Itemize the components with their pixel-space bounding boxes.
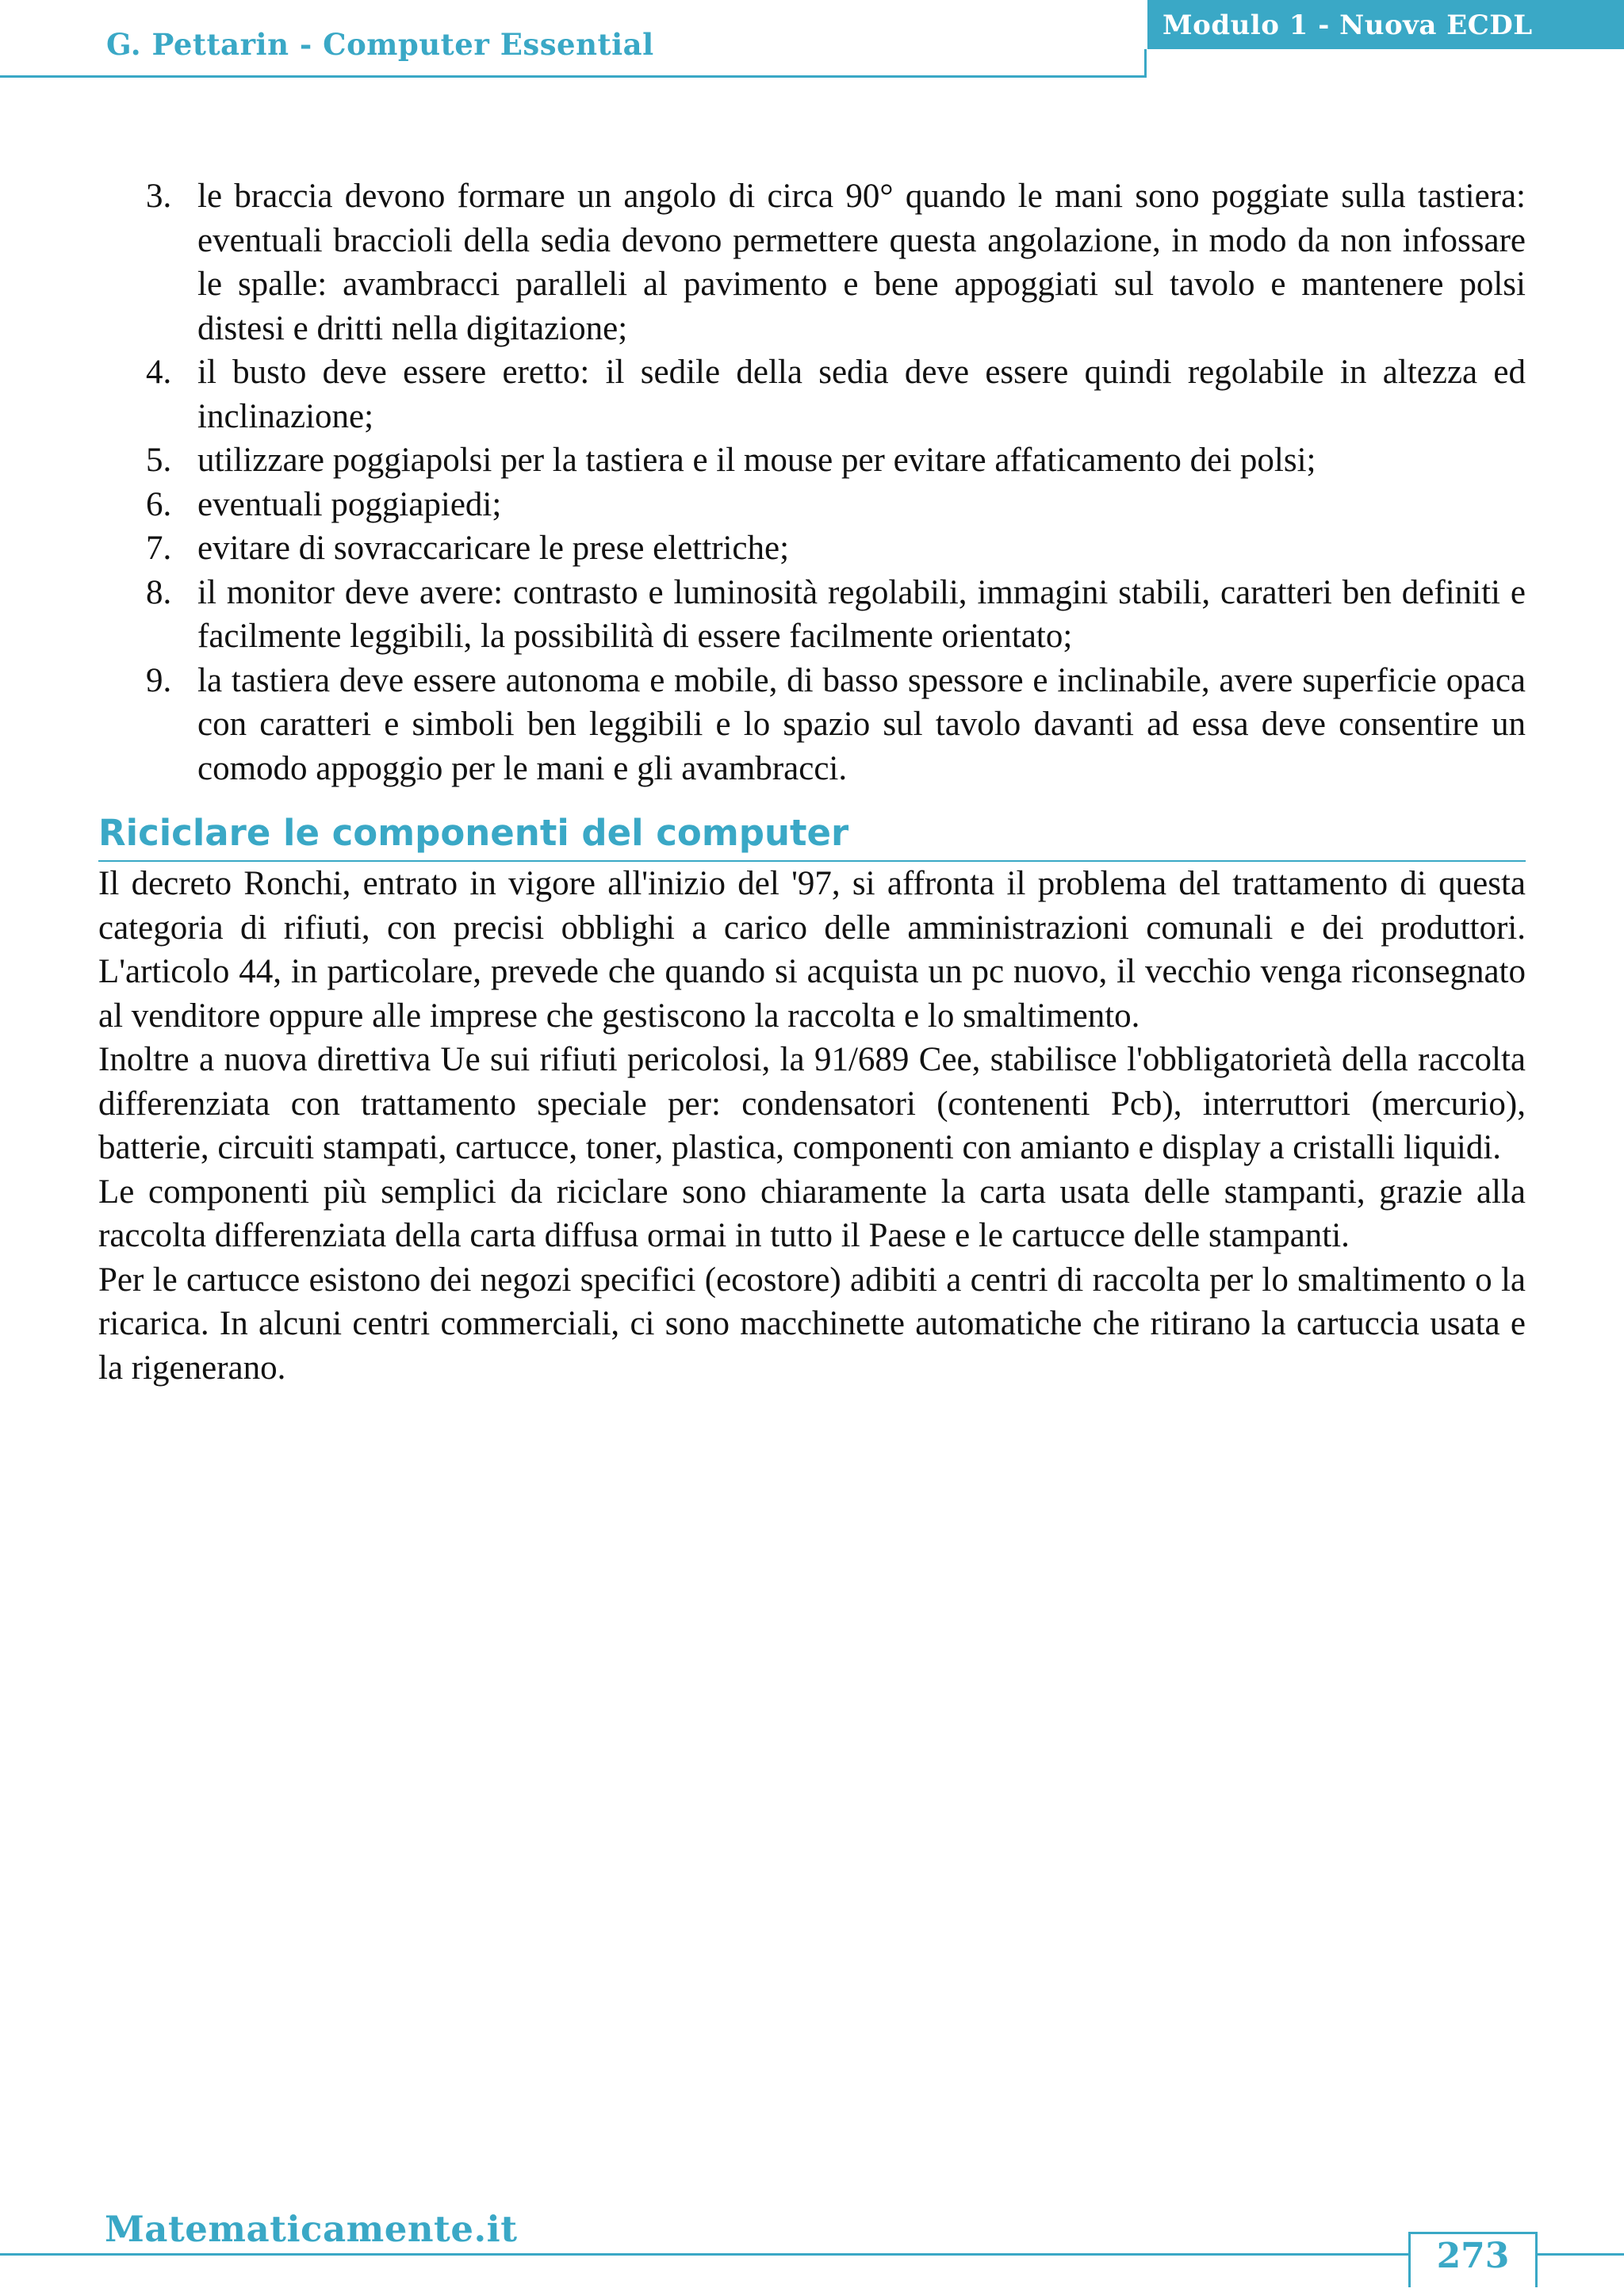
list-item-number: 5.	[146, 442, 172, 479]
list-item-text: eventuali poggiapiedi;	[197, 485, 502, 523]
ergonomics-list	[98, 174, 1526, 790]
header-author-title: G. Pettarin - Computer Essential	[106, 27, 654, 62]
paragraph: Per le cartucce esistono dei negozi specifici (ecostore) adibiti a centri di raccolta per lo smaltimento o la ricarica. In alcuni centri commerciali, ci sono macchinette automatiche che ritirano la cartuccia usata e la rigenerano.	[98, 1261, 1526, 1387]
list-item-text: la tastiera deve essere autonoma e mobile, di basso spessore e inclinabile, avere superficie opaca con caratteri e simboli ben leggibili e lo spazio sul tavolo davanti ad essa deve consentire un comodo appoggio per le mani e gli avambracci.	[197, 661, 1526, 787]
footer-rule-right	[1538, 2253, 1624, 2256]
list-item-text: utilizzare poggiapolsi per la tastiera e il mouse per evitare affaticamento dei polsi;	[197, 442, 1316, 479]
section-heading: Riciclare le componenti del computer	[98, 808, 1526, 862]
footer-rule-left	[0, 2253, 1408, 2256]
list-item-text: le braccia devono formare un angolo di circa 90° quando le mani sono poggiate sulla tastiera: eventuali braccioli della sedia devono permettere questa angolazione, in modo da non infossare le spalle: avambracci paralleli al pavimento e bene appoggiati sul tavolo e mantenere polsi distesi e dritti nella digitazione;	[197, 178, 1526, 347]
paragraph: Le componenti più semplici da riciclare sono chiaramente la carta usata delle stampanti, grazie alla raccolta differenziata della carta diffusa ormai in tutto il Paese e le cartucce delle stampanti.	[98, 1173, 1526, 1254]
list-item-number: 8.	[146, 573, 172, 611]
footer-site-name: Matematicamente.it	[105, 2208, 518, 2250]
list-item	[98, 438, 1526, 483]
section-body	[98, 862, 1526, 1390]
list-item	[98, 571, 1526, 659]
list-item-text: il busto deve essere eretto: il sedile della sedia deve essere quindi regolabile in altezza ed inclinazione;	[197, 354, 1526, 435]
list-item-number: 3.	[146, 178, 172, 215]
header-rule	[0, 75, 1146, 78]
list-item	[98, 350, 1526, 438]
page-content	[98, 174, 1526, 1390]
list-item-number: 4.	[146, 354, 172, 391]
list-item-number: 7.	[146, 530, 172, 567]
paragraph: Inoltre a nuova direttiva Ue sui rifiuti pericolosi, la 91/689 Cee, stabilisce l'obbligatorietà della raccolta differenziata con trattamento speciale per: condensatori (contenenti Pcb), interruttori (mercurio), batterie, circuiti stampati, cartucce, toner, plastica, componenti con amianto e display a cristalli liquidi.	[98, 1041, 1526, 1166]
paragraph: Il decreto Ronchi, entrato in vigore all'inizio del '97, si affronta il problema del trattamento di questa categoria di rifiuti, con precisi obblighi a carico delle amministrazioni comunali e dei produttori. L'articolo 44, in particolare, prevede che quando si acquista un pc nuovo, il vecchio venga riconsegnato al venditore oppure alle imprese che gestiscono la raccolta e lo smaltimento.	[98, 865, 1526, 1035]
list-item-number: 9.	[146, 661, 172, 699]
list-item	[98, 174, 1526, 350]
header-rule-divider	[1144, 49, 1147, 78]
header-module-label: Modulo 1 - Nuova ECDL	[1162, 10, 1533, 41]
list-item	[98, 659, 1526, 791]
list-item	[98, 483, 1526, 527]
list-item-number: 6.	[146, 485, 172, 523]
list-item	[98, 526, 1526, 571]
page-number: 273	[1436, 2236, 1510, 2276]
list-item-text: evitare di sovraccaricare le prese elettriche;	[197, 530, 790, 567]
list-item-text: il monitor deve avere: contrasto e luminosità regolabili, immagini stabili, caratteri ben definiti e facilmente leggibili, la possibilità di essere facilmente orientato;	[197, 573, 1526, 655]
